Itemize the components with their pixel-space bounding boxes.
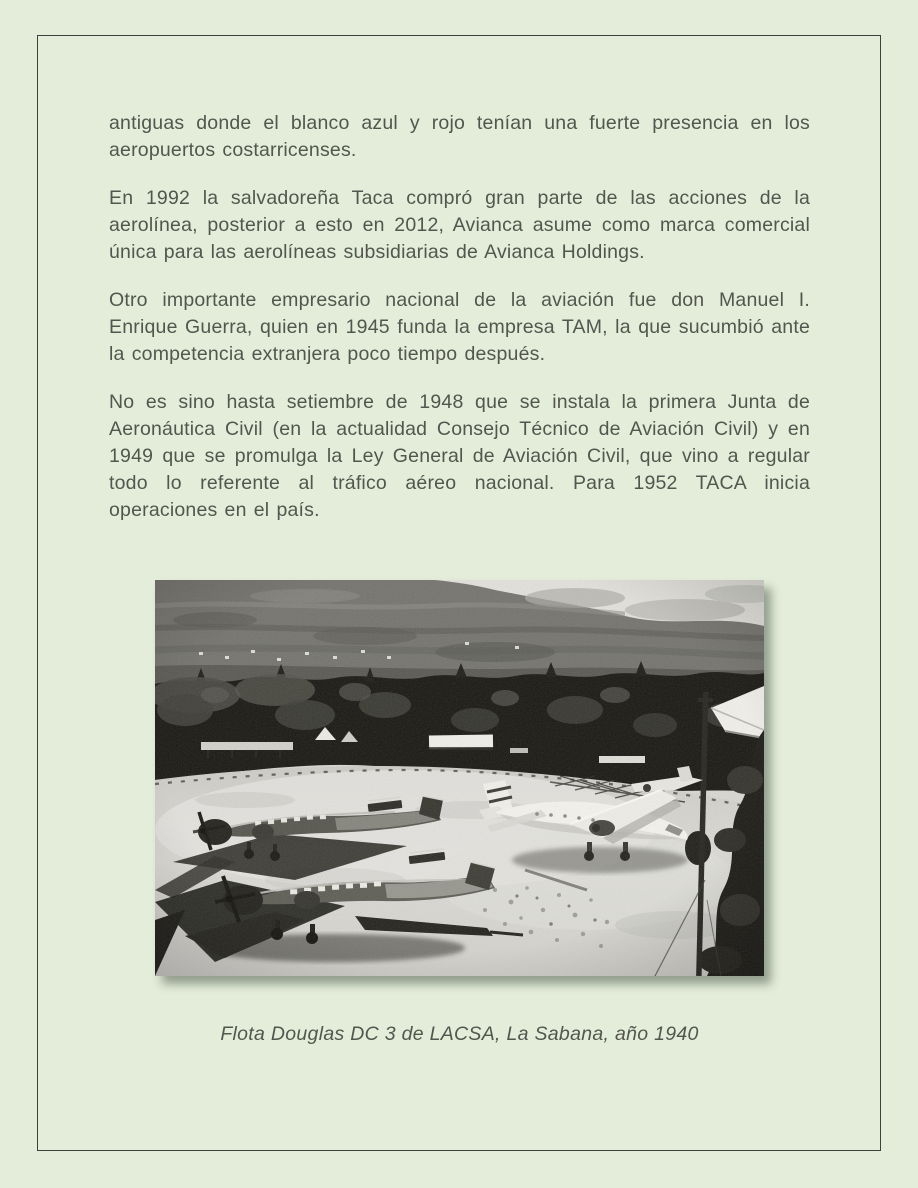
photo-caption: Flota Douglas DC 3 de LACSA, La Sabana, año 1940 xyxy=(220,1023,699,1045)
vignette-overlay xyxy=(155,580,764,976)
photo-figure xyxy=(109,580,810,1046)
paragraph-4: No es sino hasta setiembre de 1948 que se instala la primera Junta de Aeronáutica Civil (en la actualidad Consejo Técnico de Aviación Civil) y en 1949 que se promulga la Ley General de Aviación Civil, que vino a regular todo lo referente al tráfico aéreo nacional. Para 1952 TACA inicia operaciones en el país. xyxy=(109,391,810,521)
paragraph-1: antiguas donde el blanco azul y rojo tenían una fuerte presencia en los aeropuertos costarricenses. xyxy=(109,112,810,161)
page-border-frame xyxy=(37,35,881,1151)
paragraph-2: En 1992 la salvadoreña Taca compró gran parte de las acciones de la aerolínea, posterior a esto en 2012, Avianca asume como marca comercial única para las aerolíneas subsidiarias de Avianca Holdings. xyxy=(109,187,810,263)
photo-dc3-fleet xyxy=(155,580,764,976)
text-column xyxy=(38,36,880,1046)
paragraph-3: Otro importante empresario nacional de la aviación fue don Manuel I. Enrique Guerra, quien en 1945 funda la empresa TAM, la que sucumbió ante la competencia extranjera poco tiempo después. xyxy=(109,289,810,365)
photo-illustration xyxy=(155,580,764,976)
